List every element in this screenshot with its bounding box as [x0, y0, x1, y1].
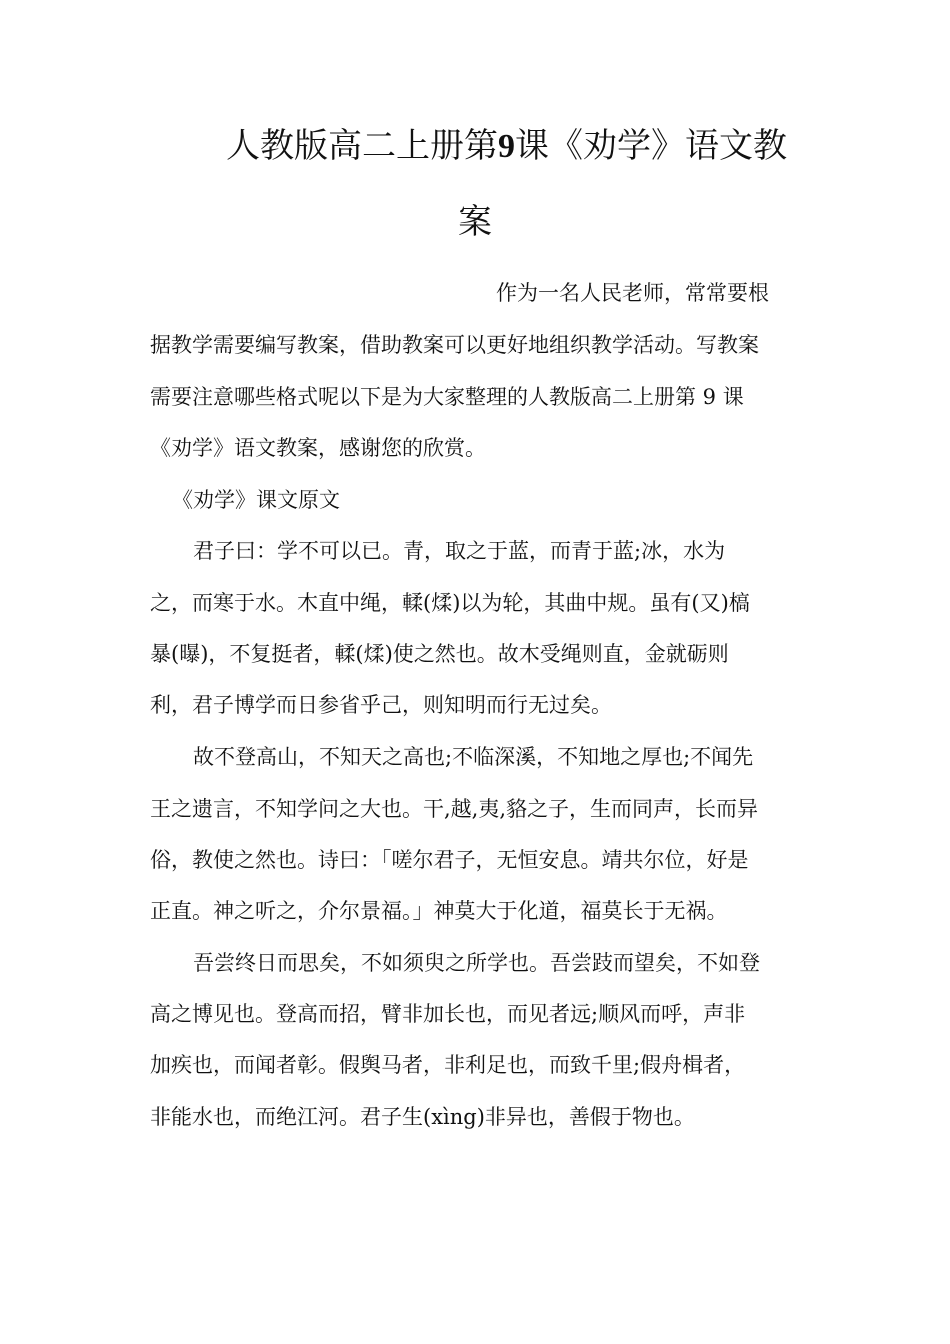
- paragraph-1-line-1: 君子曰：学不可以已。青，取之于蓝，而青于蓝;冰，水为: [193, 539, 726, 563]
- document-title-line-1: [226, 126, 787, 167]
- title-text-before-number: 人教版高二上册第: [226, 126, 498, 166]
- paragraph-3-line-4: 非能水也，而绝江河。君子生(xìng)非异也，善假于物也。: [150, 1105, 695, 1129]
- paragraph-2-line-4: 正直。神之听之，介尔景福。」神莫大于化道，福莫长于无祸。: [150, 899, 728, 923]
- document-title-line-2: 案: [458, 202, 492, 242]
- paragraph-2-line-3: 俗，教使之然也。诗曰：「嗟尔君子，无恒安息。靖共尔位，好是: [150, 848, 749, 872]
- section-heading: 《劝学》课文原文: [172, 488, 340, 512]
- paragraph-1-line-2: 之，而寒于水。木直中绳，輮(煣)以为轮，其曲中规。虽有(又)槁: [150, 591, 750, 615]
- intro-line-4: 《劝学》语文教案，感谢您的欣赏。: [150, 436, 486, 460]
- intro-line-1: 作为一名人民老师，常常要根: [496, 281, 769, 305]
- paragraph-3-line-1: 吾尝终日而思矣，不如须臾之所学也。吾尝跂而望矣，不如登: [193, 951, 760, 975]
- paragraph-3-line-3: 加疾也，而闻者彰。假舆马者，非利足也，而致千里;假舟楫者，: [150, 1053, 746, 1077]
- paragraph-2-line-1: 故不登高山，不知天之高也;不临深溪，不知地之厚也;不闻先: [193, 745, 754, 769]
- intro-line-3: 需要注意哪些格式呢以下是为大家整理的人教版高二上册第 9 课: [150, 385, 744, 409]
- paragraph-1-line-3: 暴(曝)，不复挺者，輮(煣)使之然也。故木受绳则直，金就砺则: [150, 642, 729, 666]
- paragraph-3-line-2: 高之博见也。登高而招，臂非加长也，而见者远;顺风而呼，声非: [150, 1002, 746, 1026]
- paragraph-2-line-2: 王之遗言，不知学问之大也。干,越,夷,貉之子，生而同声，长而异: [150, 797, 759, 821]
- paragraph-1-line-4: 利，君子博学而日参省乎己，则知明而行无过矣。: [150, 693, 612, 717]
- title-text-after-number: 课《劝学》语文教: [515, 126, 787, 166]
- title-lesson-number: 9: [498, 128, 515, 165]
- intro-line-2: 据教学需要编写教案，借助教案可以更好地组织教学活动。写教案: [150, 333, 759, 357]
